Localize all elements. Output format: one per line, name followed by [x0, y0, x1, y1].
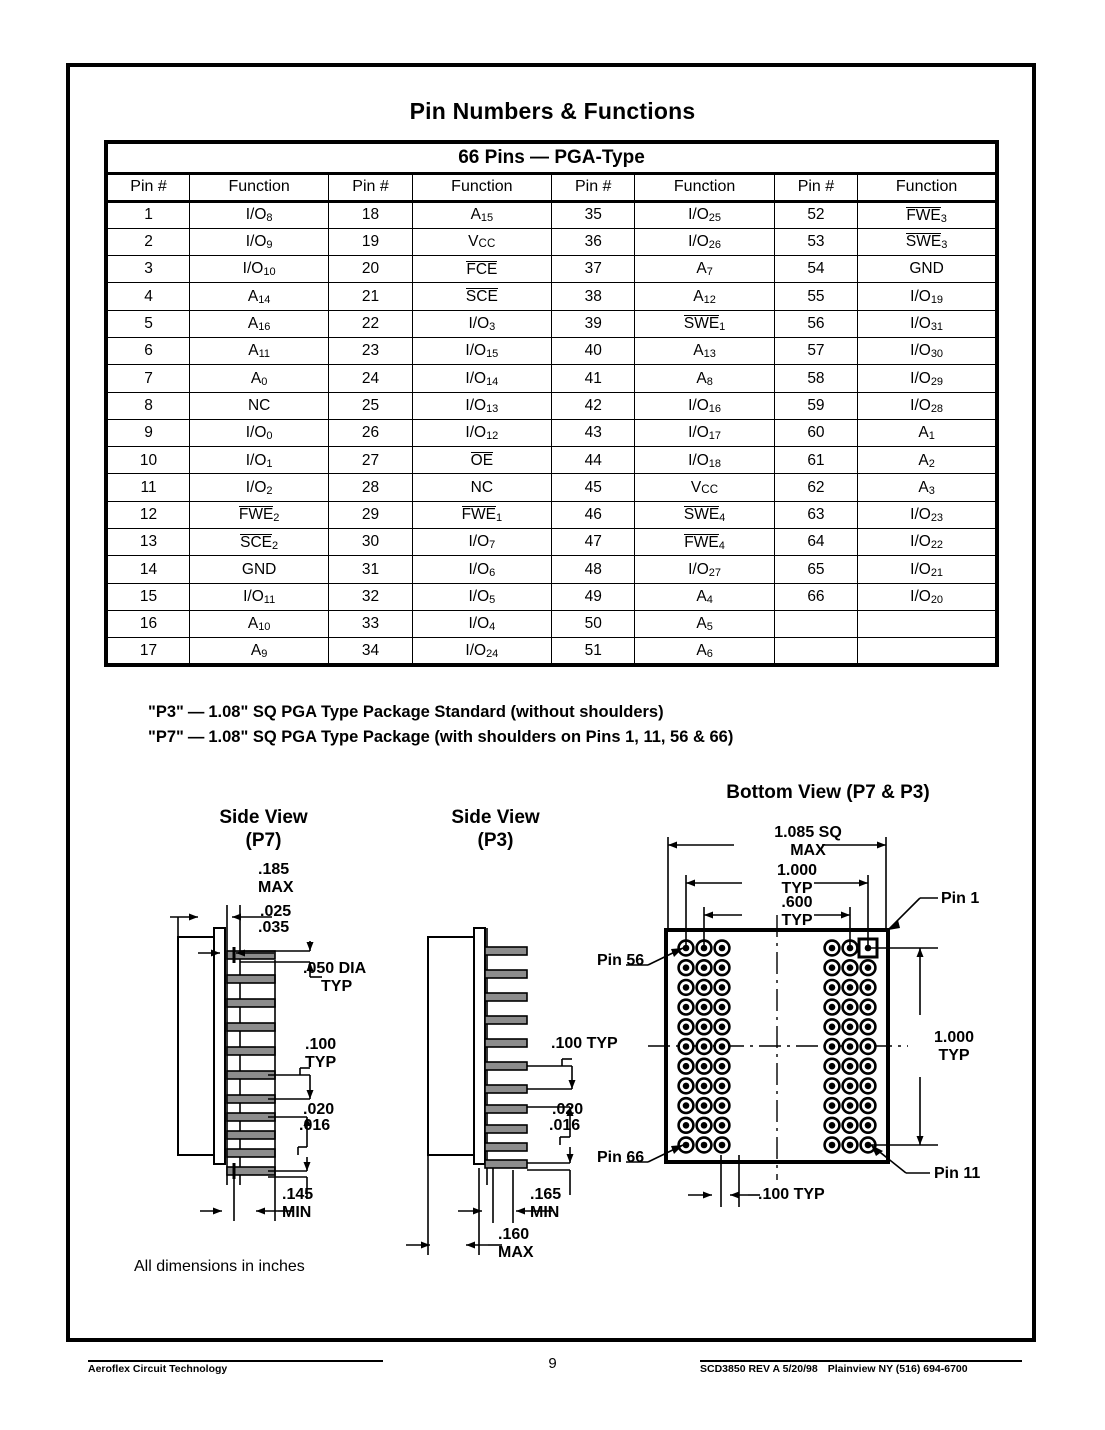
pin-function-cell: I/O15: [412, 337, 551, 364]
pin-function-cell: VCC: [635, 474, 774, 501]
bv-label-pin56: Pin 56: [597, 952, 645, 969]
p3-dim-100-leader: [527, 1059, 576, 1089]
pin-function-cell: A8: [635, 365, 774, 392]
pin-table-header-cell: Pin #: [551, 173, 635, 201]
bv-label-pin11: Pin 11: [934, 1165, 981, 1182]
pad-center: [683, 1004, 690, 1011]
p7-dim-100-label: [305, 1036, 336, 1072]
pin-number-cell: 12: [106, 501, 190, 528]
p3-dim-165-label: [530, 1186, 561, 1222]
pin-function-cell: [858, 638, 997, 665]
pin-function-cell: I/O3: [412, 310, 551, 337]
pin-number-cell: 6: [106, 337, 190, 364]
pin-number-cell: 19: [329, 228, 413, 255]
pin-number-cell: 28: [329, 474, 413, 501]
pin-function-cell: A1: [858, 419, 997, 446]
pin-number-cell: 48: [551, 556, 635, 583]
dimensions-note: All dimensions in inches: [134, 1258, 305, 1275]
p7-dim-016-value: .016: [299, 1117, 331, 1134]
pin-number-cell: 25: [329, 392, 413, 419]
package-note-p7: [148, 725, 733, 750]
note-dash-1: —: [187, 703, 205, 721]
pin-number-cell: 21: [329, 283, 413, 310]
pad-center: [865, 1063, 872, 1070]
pad-center: [847, 1004, 854, 1011]
pin-number-cell: 9: [106, 419, 190, 446]
pin-number-cell: 24: [329, 365, 413, 392]
pad-center: [829, 1043, 836, 1050]
pin-function-cell: I/O20: [858, 583, 997, 610]
pin-table-header-row: [106, 173, 997, 201]
pad-center: [865, 1083, 872, 1090]
pin-table-header-cell: Pin #: [774, 173, 858, 201]
pin-number-cell: 44: [551, 447, 635, 474]
p7-pin-row-group: [227, 951, 275, 1175]
pin-table-header-cell: Function: [412, 173, 551, 201]
pin-function-cell: I/O4: [412, 610, 551, 637]
pin-number-cell: 59: [774, 392, 858, 419]
pin-function-cell: FWE4: [635, 529, 774, 556]
pad-center: [701, 1102, 708, 1109]
pad-center: [719, 1004, 726, 1011]
pad-center: [683, 1083, 690, 1090]
table-row: [106, 201, 997, 228]
pin-number-cell: 31: [329, 556, 413, 583]
pad-center: [865, 964, 872, 971]
footer-company: Aeroflex Circuit Technology: [88, 1363, 228, 1375]
table-row: [106, 228, 997, 255]
pin-function-cell: I/O13: [412, 392, 551, 419]
pin-table-header-cell: Pin #: [106, 173, 190, 201]
pad-center: [683, 1043, 690, 1050]
pin-table-caption-row: [106, 142, 997, 173]
pin-function-cell: SWE4: [635, 501, 774, 528]
pin-numbers-functions-table: [104, 140, 999, 667]
pin-function-cell: I/O7: [412, 529, 551, 556]
pin-table-header-cell: Function: [858, 173, 997, 201]
pin-function-cell: I/O17: [635, 419, 774, 446]
pin-number-cell: 18: [329, 201, 413, 228]
pad-center: [719, 1083, 726, 1090]
side-view-p7-title: [176, 806, 351, 852]
bv-dim-1000-top-qualifier: TYP: [781, 880, 813, 897]
pad-center: [701, 964, 708, 971]
p3-dim-165-qualifier: MIN: [530, 1204, 560, 1221]
bv-dim-1000-right-label: [919, 1029, 989, 1065]
pin-number-cell: 2: [106, 228, 190, 255]
pin-function-cell: SWE3: [858, 228, 997, 255]
package-note-p3: [148, 700, 733, 725]
p7-dim-185-label: [258, 861, 294, 897]
bv-dim-600-label: [757, 894, 837, 930]
pad-center: [719, 1043, 726, 1050]
bv-label-pin66: Pin 66: [597, 1149, 645, 1166]
pin-function-cell: I/O10: [190, 256, 329, 283]
pin-number-cell: 51: [551, 638, 635, 665]
pin-function-cell: FWE3: [858, 201, 997, 228]
table-row: [106, 365, 997, 392]
side-view-p3-title: [408, 806, 583, 852]
pin-table-header-cell: Pin #: [329, 173, 413, 201]
pin-function-cell: A7: [635, 256, 774, 283]
p7-dim-145-value: .145: [282, 1186, 314, 1203]
p7-dim-100-value: .100: [305, 1036, 337, 1053]
pin-function-cell: I/O26: [635, 228, 774, 255]
pin-number-cell: 47: [551, 529, 635, 556]
pin-function-cell: A16: [190, 310, 329, 337]
pin-function-cell: I/O9: [190, 228, 329, 255]
pin-function-cell: A12: [635, 283, 774, 310]
pin-function-cell: I/O25: [635, 201, 774, 228]
pin-number-cell: 11: [106, 474, 190, 501]
pin-function-cell: I/O11: [190, 583, 329, 610]
pin-function-cell: I/O2: [190, 474, 329, 501]
pin-number-cell: 49: [551, 583, 635, 610]
bv-dim-1000-right-qualifier: TYP: [938, 1047, 970, 1064]
p7-dim-145-qualifier: MIN: [282, 1204, 312, 1221]
pin-number-cell: 1: [106, 201, 190, 228]
pin-function-cell: I/O6: [412, 556, 551, 583]
p7-dim-020-value: .020: [303, 1101, 335, 1118]
pad-center: [829, 1102, 836, 1109]
pin-number-cell: 41: [551, 365, 635, 392]
pad-center: [683, 964, 690, 971]
pin-number-cell: 36: [551, 228, 635, 255]
bv-dim-1000-right-value: 1.000: [933, 1029, 975, 1046]
pin-number-cell: 57: [774, 337, 858, 364]
pad-center: [847, 1043, 854, 1050]
pin-function-cell: SWE1: [635, 310, 774, 337]
pin-number-cell: 42: [551, 392, 635, 419]
p7-dim-050-qualifier: TYP: [321, 978, 353, 995]
pad-center: [829, 1004, 836, 1011]
pin-function-cell: A3: [858, 474, 997, 501]
pin-table-container: [104, 140, 999, 667]
pin-function-cell: FWE1: [412, 501, 551, 528]
pin-function-cell: FCE: [412, 256, 551, 283]
pad-center: [847, 964, 854, 971]
page-title: Pin Numbers & Functions: [409, 98, 696, 124]
table-row: [106, 447, 997, 474]
pad-center: [847, 1083, 854, 1090]
pin-number-cell: 53: [774, 228, 858, 255]
p7-dim-050-label: [303, 960, 366, 996]
pad-center: [701, 1043, 708, 1050]
p7-dim-145-label: [282, 1186, 313, 1222]
bv-dim-1085-qualifier: MAX: [790, 842, 826, 859]
pin-number-cell: 45: [551, 474, 635, 501]
pin-function-cell: FWE2: [190, 501, 329, 528]
p7-dim-050-value: .050 DIA: [303, 960, 367, 977]
pin-function-cell: GND: [190, 556, 329, 583]
pin-number-cell: 54: [774, 256, 858, 283]
pin-number-cell: 40: [551, 337, 635, 364]
pad-center: [719, 945, 726, 952]
table-row: [106, 310, 997, 337]
pin-function-cell: [858, 610, 997, 637]
pin-function-cell: A10: [190, 610, 329, 637]
side-view-p7-title-line2: (P7): [245, 830, 282, 851]
pin-number-cell: 61: [774, 447, 858, 474]
pin-function-cell: I/O19: [858, 283, 997, 310]
pad-center: [719, 984, 726, 991]
p7-dim-185-qualifier: MAX: [258, 879, 294, 896]
package-type-notes: [148, 700, 733, 750]
pin-number-cell: 55: [774, 283, 858, 310]
pad-center: [865, 1024, 872, 1031]
p3-dim-160-qualifier: MAX: [498, 1244, 534, 1261]
pin-number-cell: 39: [551, 310, 635, 337]
pin-function-cell: A9: [190, 638, 329, 665]
pin-number-cell: 22: [329, 310, 413, 337]
pin-function-cell: A4: [635, 583, 774, 610]
pin-number-cell: 56: [774, 310, 858, 337]
table-row: [106, 583, 997, 610]
pad-center: [847, 1102, 854, 1109]
table-row: [106, 337, 997, 364]
pin-function-cell: I/O24: [412, 638, 551, 665]
p7-dim-016-label: [299, 1117, 330, 1135]
p3-text: 1.08" SQ PGA Type Package Standard (without shoulders): [208, 703, 664, 721]
pin-function-cell: I/O8: [190, 201, 329, 228]
pin-number-cell: [774, 610, 858, 637]
p3-code: "P3": [148, 703, 184, 721]
pin-number-cell: 65: [774, 556, 858, 583]
pin-function-cell: A14: [190, 283, 329, 310]
pin-number-cell: 63: [774, 501, 858, 528]
pin-number-cell: 34: [329, 638, 413, 665]
pin-number-cell: 5: [106, 310, 190, 337]
table-row: [106, 419, 997, 446]
pin-number-cell: 23: [329, 337, 413, 364]
p7-dim-035-value: .035: [258, 919, 290, 936]
pad-center: [701, 1122, 708, 1129]
pin-number-cell: 30: [329, 529, 413, 556]
p3-dim-165-value: .165: [530, 1186, 562, 1203]
bv-dim-1085-value: 1.085 SQ: [774, 824, 842, 841]
pad-center: [719, 1142, 726, 1149]
p3-dim-016-label: .016: [549, 1117, 581, 1134]
table-row: [106, 501, 997, 528]
pin-function-cell: SCE2: [190, 529, 329, 556]
p3-dim-160-label: [498, 1226, 534, 1262]
pin-function-cell: SCE: [412, 283, 551, 310]
pin-number-cell: 38: [551, 283, 635, 310]
pin-function-cell: VCC: [412, 228, 551, 255]
p7-text: 1.08" SQ PGA Type Package (with shoulders on Pins 1, 11, 56 & 66): [208, 728, 734, 746]
pin-function-cell: I/O28: [858, 392, 997, 419]
pin-function-cell: A2: [858, 447, 997, 474]
pad-center: [829, 964, 836, 971]
pin-function-cell: I/O14: [412, 365, 551, 392]
table-row: [106, 638, 997, 665]
pin-function-cell: I/O29: [858, 365, 997, 392]
pin-function-cell: I/O21: [858, 556, 997, 583]
pad-center: [719, 1102, 726, 1109]
footer-page-number: 9: [548, 1355, 557, 1372]
pin-number-cell: 46: [551, 501, 635, 528]
bottom-view-title: Bottom View (P7 & P3): [726, 782, 930, 803]
pin-function-cell: I/O23: [858, 501, 997, 528]
p7-dim-185-value: .185: [258, 861, 290, 878]
pad-center: [847, 1024, 854, 1031]
pin-function-cell: I/O31: [858, 310, 997, 337]
pin-function-cell: A11: [190, 337, 329, 364]
p3-dim-100-label: .100 TYP: [551, 1035, 618, 1052]
p7-code: "P7": [148, 728, 184, 746]
pin-function-cell: I/O0: [190, 419, 329, 446]
pad-center: [683, 1122, 690, 1129]
p7-dim-100-qualifier: TYP: [305, 1054, 337, 1071]
pin-number-cell: 58: [774, 365, 858, 392]
pin-function-cell: I/O18: [635, 447, 774, 474]
pad-center: [683, 1024, 690, 1031]
pad-center: [683, 984, 690, 991]
pin-number-cell: 26: [329, 419, 413, 446]
pin-number-cell: 52: [774, 201, 858, 228]
footer-doc-info: [700, 1363, 968, 1375]
pad-center: [719, 1024, 726, 1031]
pin-number-cell: 43: [551, 419, 635, 446]
side-view-p3-title-line2: (P3): [477, 830, 514, 851]
p3-dim-160-value: .160: [498, 1226, 530, 1243]
pin-number-cell: 64: [774, 529, 858, 556]
pin-number-cell: 7: [106, 365, 190, 392]
pin-function-cell: I/O1: [190, 447, 329, 474]
pin-number-cell: 35: [551, 201, 635, 228]
pin-number-cell: 32: [329, 583, 413, 610]
pad-center: [847, 984, 854, 991]
pin-number-cell: 14: [106, 556, 190, 583]
pad-center: [865, 1004, 872, 1011]
bv-dim-600-qualifier: TYP: [781, 912, 813, 929]
pin-number-cell: 3: [106, 256, 190, 283]
pad-center: [865, 1102, 872, 1109]
pin-function-cell: I/O5: [412, 583, 551, 610]
pad-center: [829, 1142, 836, 1149]
pin-function-cell: GND: [858, 256, 997, 283]
pin-function-cell: A5: [635, 610, 774, 637]
pin-number-cell: 17: [106, 638, 190, 665]
pin-function-cell: NC: [412, 474, 551, 501]
bv-dim-1085-label: [748, 824, 868, 860]
pin-number-cell: 50: [551, 610, 635, 637]
side-view-p3-title-line1: Side View: [451, 807, 540, 828]
pad-center: [683, 1102, 690, 1109]
pad-center: [683, 1142, 690, 1149]
pin-table-header-cell: Function: [190, 173, 329, 201]
pin-function-cell: A0: [190, 365, 329, 392]
pin-number-cell: 13: [106, 529, 190, 556]
table-row: [106, 474, 997, 501]
pin-number-cell: 8: [106, 392, 190, 419]
pin-number-cell: 16: [106, 610, 190, 637]
pad-center: [683, 1063, 690, 1070]
pin-table-header-cell: Function: [635, 173, 774, 201]
pad-center: [829, 1063, 836, 1070]
footer-rule: [66, 1338, 1036, 1342]
pin-number-cell: 4: [106, 283, 190, 310]
pad-center: [829, 1024, 836, 1031]
table-row: [106, 610, 997, 637]
bv-label-pin1: Pin 1: [941, 890, 980, 907]
pin-function-cell: I/O16: [635, 392, 774, 419]
pad-center: [829, 945, 836, 952]
pin-function-cell: I/O27: [635, 556, 774, 583]
pad-center: [719, 964, 726, 971]
pad-center: [701, 1024, 708, 1031]
bv-dim-100-bottom-label: .100 TYP: [758, 1186, 825, 1203]
p3-dim-020-label: .020: [552, 1101, 584, 1118]
p7-dim-035-label: [258, 919, 289, 937]
bv-dim-1000-top-value: 1.000: [776, 862, 818, 879]
pin-function-cell: A6: [635, 638, 774, 665]
pad-center: [829, 984, 836, 991]
pad-center: [865, 984, 872, 991]
table-row: [106, 392, 997, 419]
pin-number-cell: 27: [329, 447, 413, 474]
pin-function-cell: NC: [190, 392, 329, 419]
footer-doc-id: SCD3850 REV A 5/20/98: [700, 1363, 818, 1375]
pin-number-cell: 10: [106, 447, 190, 474]
pin-number-cell: 29: [329, 501, 413, 528]
pin-function-cell: I/O12: [412, 419, 551, 446]
p3-pin-row-group: [485, 947, 527, 1168]
pin-table-caption: 66 Pins — PGA-Type: [106, 142, 997, 173]
table-row: [106, 556, 997, 583]
table-row: [106, 283, 997, 310]
pin-function-cell: I/O22: [858, 529, 997, 556]
pad-center: [847, 1142, 854, 1149]
pad-center: [829, 1122, 836, 1129]
table-row: [106, 529, 997, 556]
side-view-p7-title-line1: Side View: [219, 807, 308, 828]
pin-number-cell: 62: [774, 474, 858, 501]
bv-dim-600-value: .600: [781, 894, 813, 911]
pad-center: [701, 1004, 708, 1011]
pin-number-cell: 66: [774, 583, 858, 610]
pin-function-cell: I/O30: [858, 337, 997, 364]
pad-center: [719, 1063, 726, 1070]
p7-dim-025-value: .025: [260, 903, 292, 920]
footer-location: Plainview NY (516) 694-6700: [827, 1363, 968, 1375]
pin-number-cell: 37: [551, 256, 635, 283]
pad-center: [719, 1122, 726, 1129]
pin-number-cell: 15: [106, 583, 190, 610]
pad-center: [701, 1083, 708, 1090]
pad-center: [701, 1142, 708, 1149]
pin-number-cell: 20: [329, 256, 413, 283]
pin-number-cell: 33: [329, 610, 413, 637]
pad-center: [701, 1063, 708, 1070]
table-row: [106, 256, 997, 283]
pin1-leader: [888, 898, 938, 930]
pad-center: [829, 1083, 836, 1090]
pad-center: [865, 1043, 872, 1050]
pin-number-cell: [774, 638, 858, 665]
pad-center: [865, 1122, 872, 1129]
pad-center: [847, 1122, 854, 1129]
pin-function-cell: OE: [412, 447, 551, 474]
pad-center: [701, 984, 708, 991]
pad-center: [847, 1063, 854, 1070]
note-dash-2: —: [187, 728, 205, 746]
pin-number-cell: 60: [774, 419, 858, 446]
pin-function-cell: A13: [635, 337, 774, 364]
pin-function-cell: A15: [412, 201, 551, 228]
bv-dim-1000-top-label: [752, 862, 842, 898]
